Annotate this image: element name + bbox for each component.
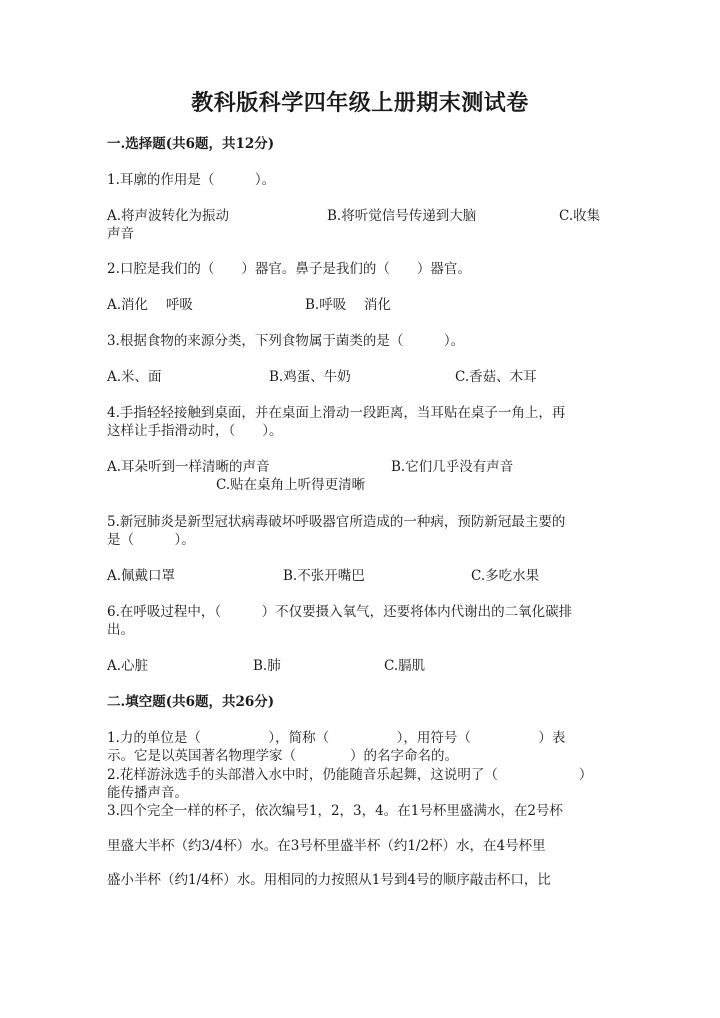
fill-question-1-line1: 1.力的单位是（ ），简称（ ），用符号（ ）表: [107, 730, 566, 746]
question-2-option-b: B.呼吸 消化: [305, 297, 392, 313]
question-1-stem: 1.耳廓的作用是（ ）。: [107, 172, 276, 188]
section-heading-choice: 一.选择题(共6题，共12分): [107, 136, 275, 152]
section-heading-fill: 二.填空题(共6题，共26分): [107, 694, 275, 710]
question-6-stem-line2: 出。: [107, 622, 134, 638]
question-6-option-b: B.肺: [253, 658, 281, 674]
fill-question-2-line1: 2.花样游泳选手的头部潜入水中时，仍能随音乐起舞，这说明了（ ）: [107, 767, 593, 783]
question-5-option-b: B.不张开嘴巴: [283, 568, 365, 584]
question-3-option-a: A.米、面: [107, 369, 162, 385]
question-1-option-c-cont: 声音: [107, 226, 134, 242]
fill-question-1-line2: 示。它是以英国著名物理学家（ ）的名字命名的。: [107, 748, 458, 764]
question-1-option-a: A.将声波转化为振动: [107, 208, 230, 224]
question-4-option-c: C.贴在桌角上听得更清晰: [216, 477, 366, 493]
question-6-stem-line1: 6.在呼吸过程中，（ ）不仅要摄入氧气，还要将体内代谢出的二氧化碳排: [107, 604, 573, 620]
fill-question-3-line3: 盛小半杯（约1/4杯）水。用相同的力按照从1号到4号的顺序敲击杯口，比: [107, 872, 551, 888]
question-2-option-a: A.消化 呼吸: [107, 297, 193, 313]
question-4-option-b: B.它们几乎没有声音: [391, 459, 514, 475]
question-4-stem-line1: 4.手指轻轻接触到桌面，并在桌面上滑动一段距离，当耳贴在桌子一角上，再: [107, 405, 566, 421]
fill-question-3-line2: 里盛大半杯（约3/4杯）水。在3号杯里盛半杯（约1/2杯）水，在4号杯里: [107, 838, 546, 854]
question-6-option-a: A.心脏: [107, 658, 149, 674]
question-5-option-c: C.多吃水果: [471, 568, 540, 584]
question-3-stem: 3.根据食物的来源分类，下列食物属于菌类的是（ ）。: [107, 333, 465, 349]
question-4-stem-line2: 这样让手指滑动时，（ ）。: [107, 423, 283, 439]
question-5-option-a: A.佩戴口罩: [107, 568, 176, 584]
question-1-option-c: C.收集: [559, 208, 601, 224]
question-5-stem-line1: 5.新冠肺炎是新型冠状病毒破坏呼吸器官所造成的一种病，预防新冠最主要的: [107, 514, 566, 530]
question-2-stem: 2.口腔是我们的（ ）器官。鼻子是我们的（ ）器官。: [107, 261, 471, 277]
fill-question-3-line1: 3.四个完全一样的杯子，依次编号1，2，3，4。在1号杯里盛满水，在2号杯: [107, 803, 563, 819]
page-title: 教科版科学四年级上册期末测试卷: [191, 90, 529, 116]
question-5-stem-line2: 是（ ）。: [107, 532, 195, 548]
question-6-option-c: C.膈肌: [384, 658, 426, 674]
question-4-option-a: A.耳朵听到一样清晰的声音: [107, 459, 270, 475]
question-1-option-b: B.将听觉信号传递到大脑: [327, 208, 477, 224]
question-3-option-c: C.香菇、木耳: [455, 369, 537, 385]
question-3-option-b: B.鸡蛋、牛奶: [269, 369, 351, 385]
fill-question-2-line2: 能传播声音。: [107, 785, 188, 801]
